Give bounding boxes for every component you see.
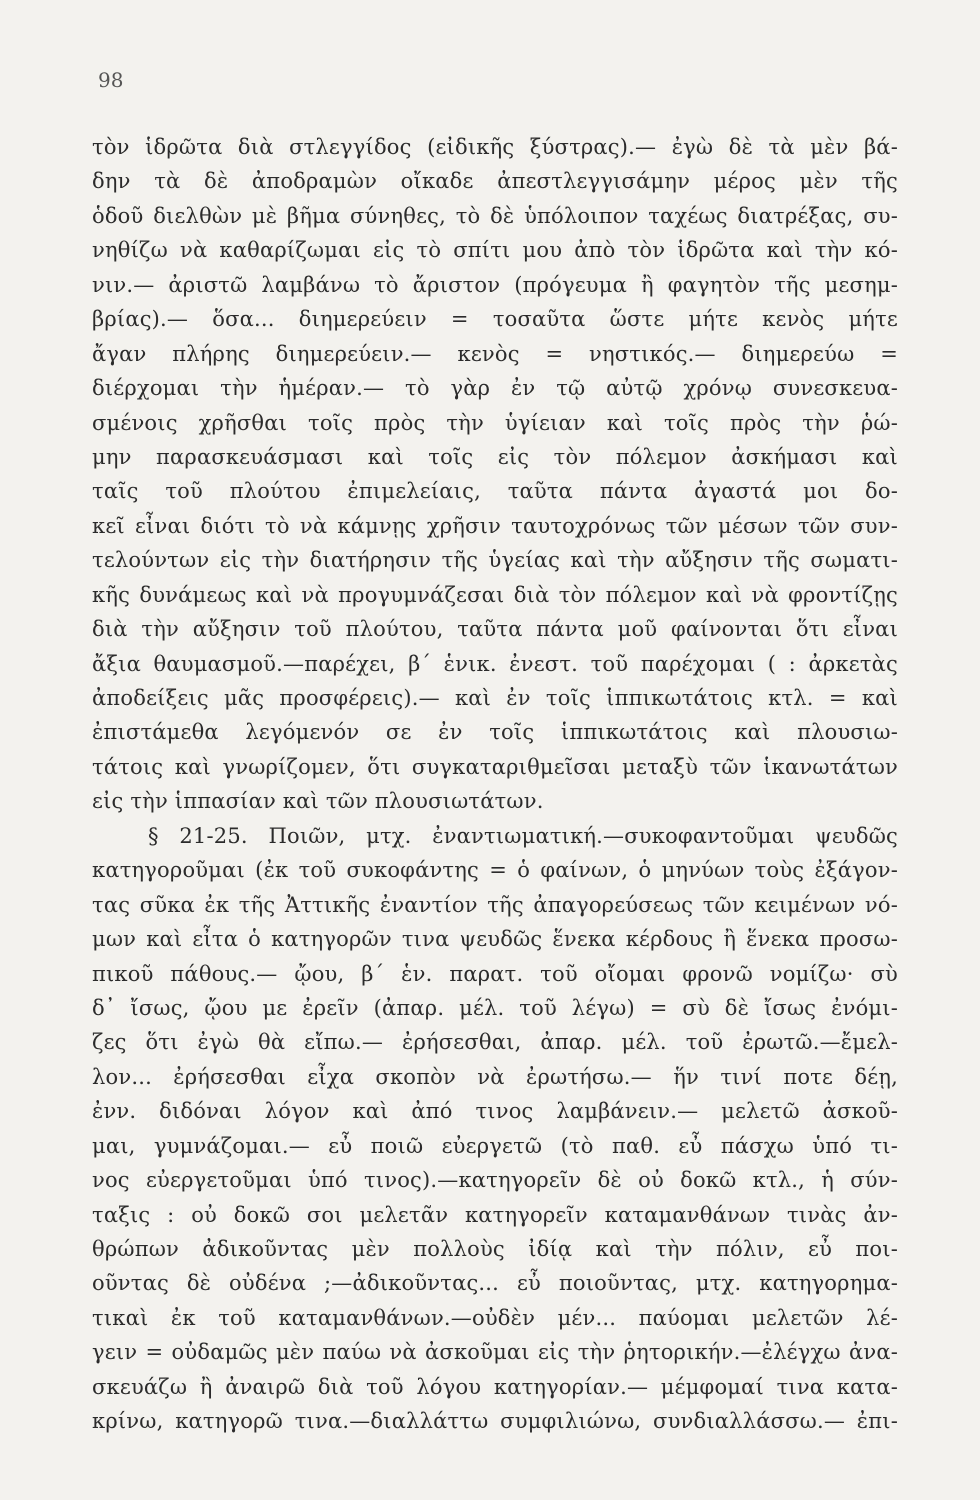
- text-line: θρώπων ἀδικοῦντας μὲν πολλοὺς ἰδίᾳ καὶ τὴν πόλιν, εὖ ποι-: [92, 1237, 898, 1261]
- text-line: διὰ τὴν αὔξησιν τοῦ πλούτου, ταῦτα πάντα μοῦ φαίνονται ὅτι εἶναι: [92, 617, 898, 642]
- text-line: δην τὰ δὲ ἀποδραμὼν οἴκαδε ἀπεστλεγγισάμην μέρος μὲν τῆς: [92, 169, 898, 194]
- section-heading-line: § 21-25. Ποιῶν, μτχ. ἐναντιωματική.—συκοφαντοῦμαι ψευδῶς: [148, 823, 898, 848]
- text-line: οῦντας δὲ οὐδένα ;—ἀδικοῦντας... εὖ ποιοῦντας, μτχ. κατηγορημα-: [92, 1271, 898, 1296]
- text-line: ζες ὅτι ἐγὼ θὰ εἴπω.— ἐρήσεσθαι, ἀπαρ. μέλ. τοῦ ἐρωτῶ.—ἔμελ-: [92, 1030, 898, 1055]
- text-line: λον... ἐρήσεσθαι εἶχα σκοπὸν νὰ ἐρωτήσω.— ἥν τινί ποτε δέῃ,: [92, 1064, 898, 1089]
- text-line: κρίνω, κατηγορῶ τινα.—διαλλάττω συμφιλιώνω, συνδιαλλάσσω.— ἐπι-: [92, 1409, 898, 1434]
- text-line: ἄγαν πλήρης διημερεύειν.— κενὸς = νηστικός.— διημερεύω =: [92, 341, 898, 366]
- text-line: ἐπιστάμεθα λεγόμενόν σε ἐν τοῖς ἱππικωτάτοις καὶ πλουσιω-: [92, 720, 898, 745]
- text-line: ἀποδείξεις μᾶς προσφέρεις).— καὶ ἐν τοῖς ἱππικωτάτοις κτλ. = καὶ: [92, 686, 898, 710]
- text-line: νιν.— ἀριστῶ λαμβάνω τὸ ἄριστον (πρόγευμα ἢ φαγητὸν τῆς μεσημ-: [92, 272, 898, 297]
- text-line: δ᾽ ἴσως, ᾤου με ἐρεῖν (ἀπαρ. μέλ. τοῦ λέγω) = σὺ δὲ ἴσως ἐνόμι-: [92, 995, 898, 1020]
- text-line: τάτοις καὶ γνωρίζομεν, ὅτι συγκαταριθμεῖσαι μεταξὺ τῶν ἱκανωτάτων: [92, 754, 898, 779]
- text-line: σκευάζω ἢ ἀναιρῶ διὰ τοῦ λόγου κατηγορίαν.— μέμφομαί τινα κατα-: [92, 1374, 898, 1399]
- text-line: τελούντων εἰς τὴν διατήρησιν τῆς ὑγείας καὶ τὴν αὔξησιν τῆς σωματι-: [92, 548, 898, 573]
- text-line: ταξις : οὐ δοκῶ σοι μελετᾶν κατηγορεῖν καταμανθάνων τινὰς ἀν-: [92, 1202, 898, 1227]
- page-body-text: [92, 130, 898, 1439]
- text-line: ἐνν. διδόναι λόγον καὶ ἀπό τινος λαμβάνειν.— μελετῶ ἀσκοῦ-: [92, 1099, 898, 1124]
- text-line: κατηγοροῦμαι (ἐκ τοῦ συκοφάντης = ὁ φαίνων, ὁ μηνύων τοὺς ἐξάγον-: [92, 858, 898, 883]
- page-number: 98: [98, 68, 124, 92]
- text-line: τικαὶ ἐκ τοῦ καταμανθάνων.—οὐδὲν μέν... παύομαι μελετῶν λέ-: [92, 1305, 898, 1330]
- text-line: κῆς δυνάμεως καὶ νὰ προγυμνάζεσαι διὰ τὸν πόλεμον καὶ νὰ φροντίζῃς: [92, 582, 898, 607]
- text-line: πικοῦ πάθους.— ᾤου, β΄ ἑν. παρατ. τοῦ οἴομαι φρονῶ νομίζω· σὺ: [92, 961, 898, 986]
- text-line: ἄξια θαυμασμοῦ.—παρέχει, β΄ ἑνικ. ἐνεστ. τοῦ παρέχομαι ( : ἀρκετὰς: [92, 651, 898, 676]
- text-line: εἰς τὴν ἱππασίαν καὶ τῶν πλουσιωτάτων.: [92, 789, 544, 814]
- text-line: ὁδοῦ διελθὼν μὲ βῆμα σύνηθες, τὸ δὲ ὑπόλοιπον ταχέως διατρέξας, συ-: [92, 203, 898, 228]
- text-line: ταῖς τοῦ πλούτου ἐπιμελείαις, ταῦτα πάντα ἀγαστά μοι δο-: [92, 479, 898, 504]
- text-line: νηθίζω νὰ καθαρίζωμαι εἰς τὸ σπίτι μου ἀπὸ τὸν ἱδρῶτα καὶ τὴν κό-: [92, 238, 898, 263]
- text-line: διέρχομαι τὴν ἡμέραν.— τὸ γὰρ ἐν τῷ αὐτῷ χρόνῳ συνεσκευα-: [92, 376, 898, 401]
- text-line: τὸν ἱδρῶτα διὰ στλεγγίδος (εἰδικῆς ξύστρας).— ἐγὼ δὲ τὰ μὲν βά-: [92, 135, 898, 159]
- text-line: μην παρασκευάσμασι καὶ τοῖς εἰς τὸν πόλεμον ἀσκήμασι καὶ: [92, 444, 898, 469]
- text-line: κεῖ εἶναι διότι τὸ νὰ κάμνῃς χρῆσιν ταυτοχρόνως τῶν μέσων τῶν συν-: [92, 513, 898, 538]
- text-line: γειν = οὐδαμῶς μὲν παύω νὰ ἀσκοῦμαι εἰς τὴν ῥητορικήν.—ἐλέγχω ἀνα-: [92, 1340, 898, 1365]
- text-line: σμένοις χρῆσθαι τοῖς πρὸς τὴν ὑγίειαν καὶ τοῖς πρὸς τὴν ῥώ-: [92, 410, 898, 435]
- text-line: βρίας).— ὅσα... διημερεύειν = τοσαῦτα ὥστε μήτε κενὸς μήτε: [92, 307, 898, 332]
- text-line: τας σῦκα ἐκ τῆς Ἀττικῆς ἐναντίον τῆς ἀπαγορεύσεως τῶν κειμένων νό-: [92, 892, 898, 917]
- text-line: νος εὐεργετοῦμαι ὑπό τινος).—κατηγορεῖν δὲ οὐ δοκῶ κτλ., ἡ σύν-: [92, 1168, 898, 1193]
- text-line: μαι, γυμνάζομαι.— εὖ ποιῶ εὐεργετῶ (τὸ παθ. εὖ πάσχω ὑπό τι-: [92, 1133, 898, 1158]
- text-line: μων καὶ εἶτα ὁ κατηγορῶν τινα ψευδῶς ἕνεκα κέρδους ἢ ἕνεκα προσω-: [92, 927, 898, 952]
